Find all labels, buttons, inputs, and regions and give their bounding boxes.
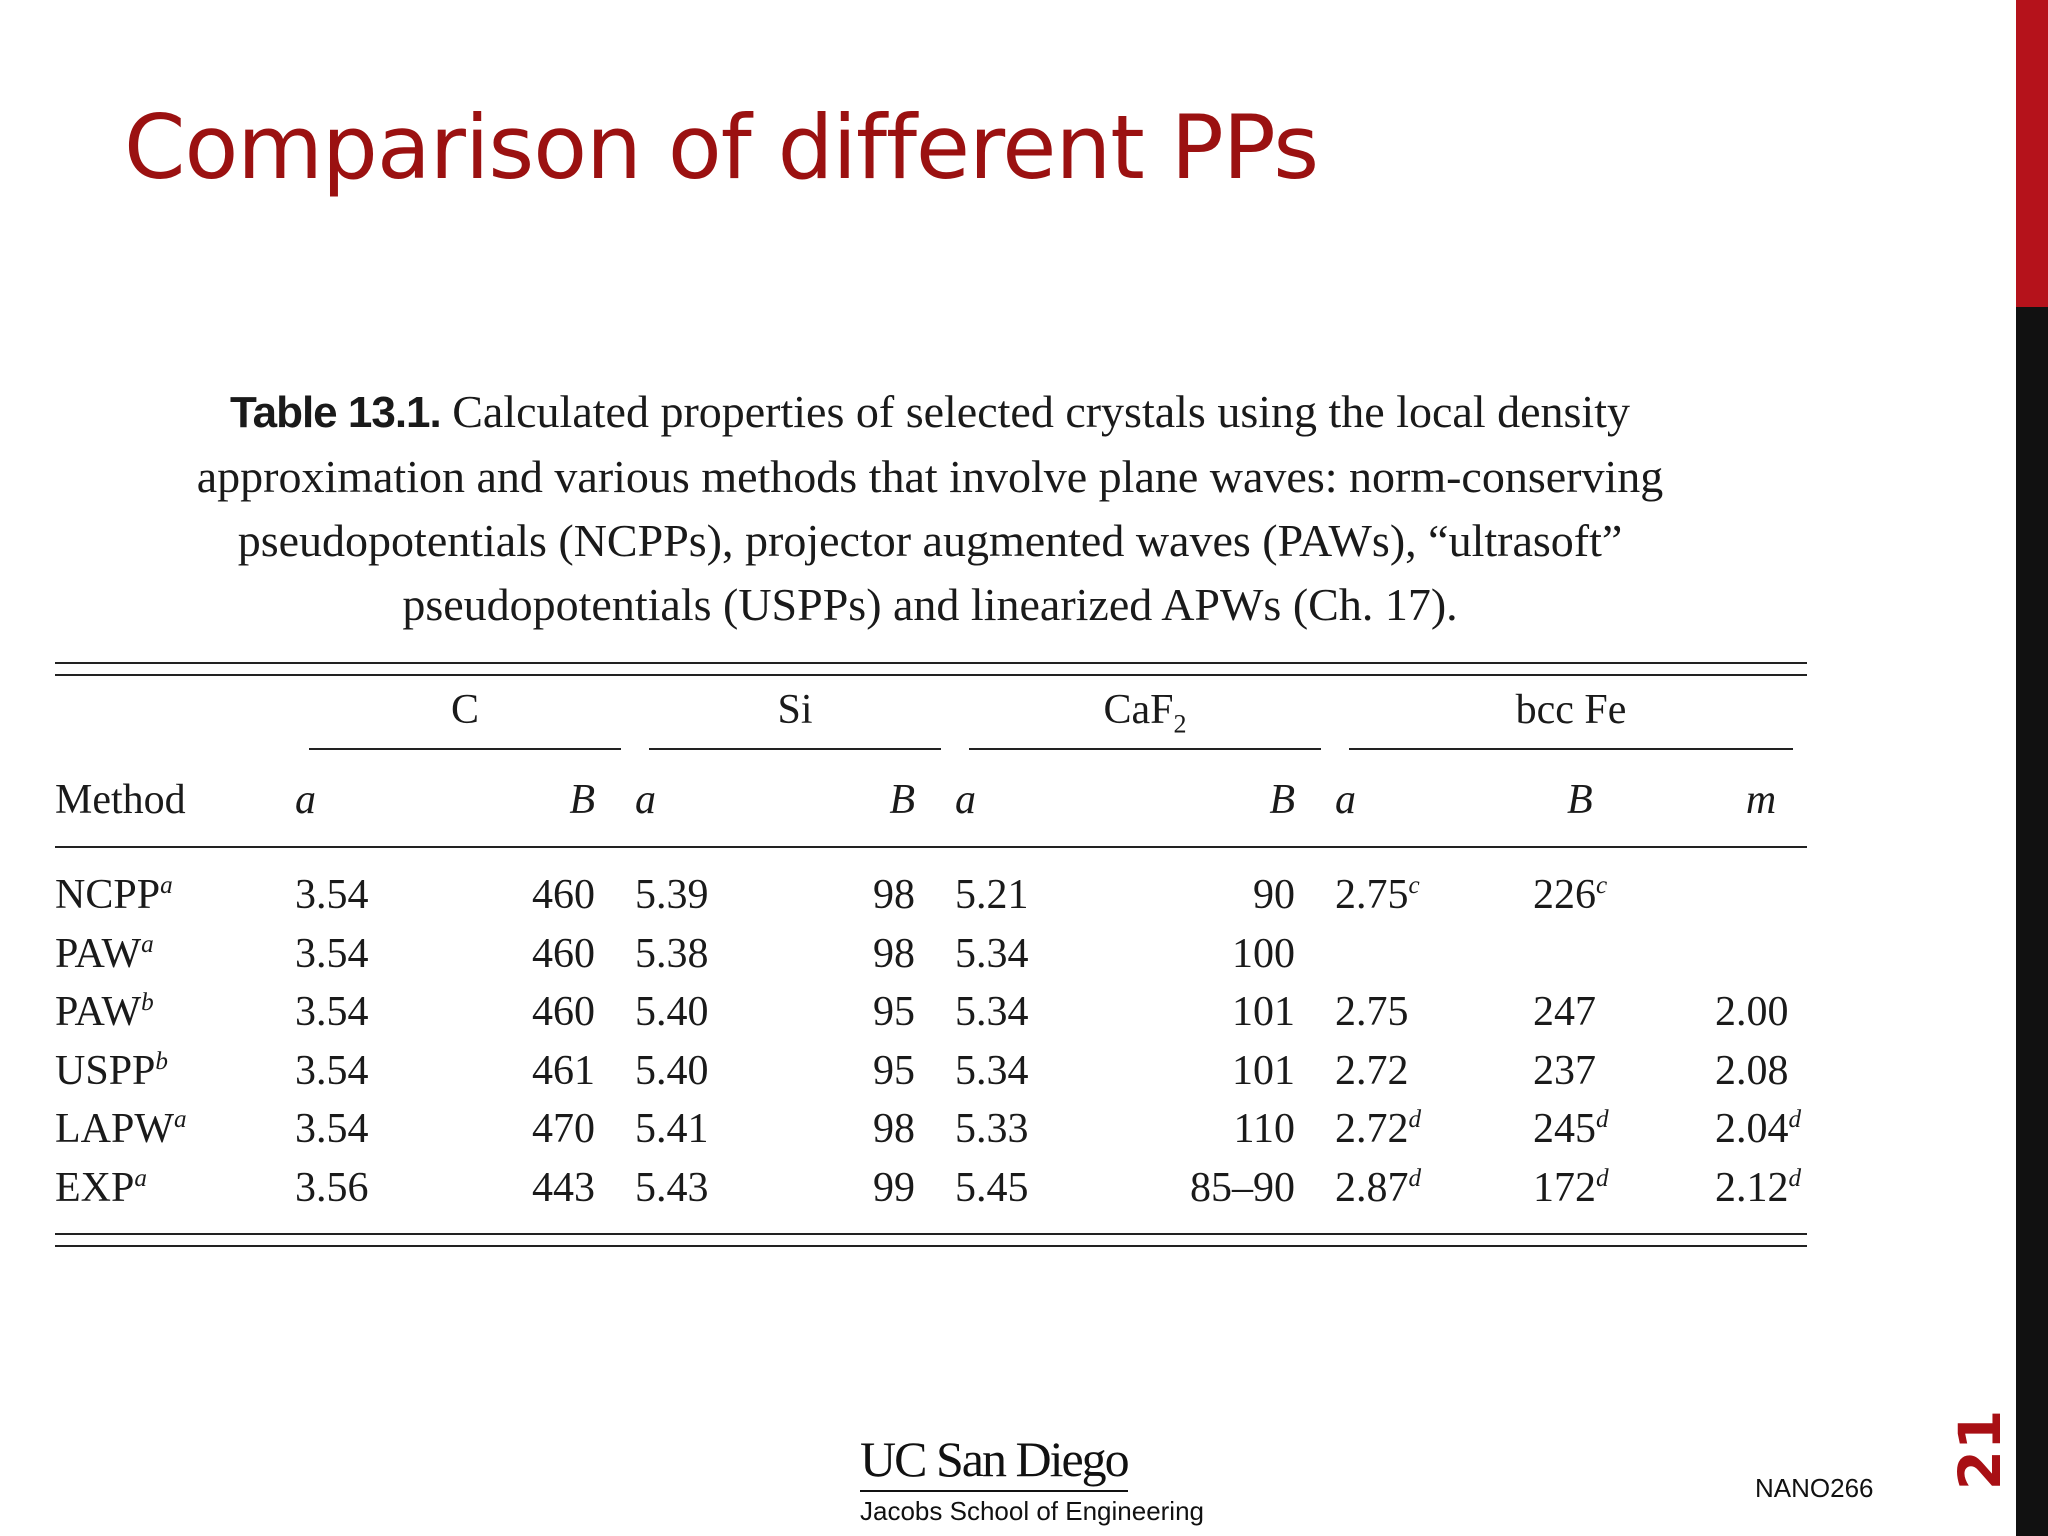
column-header-caf2-b: B xyxy=(1269,777,1295,823)
cell-method xyxy=(55,848,295,925)
cell-value: 3.56 xyxy=(295,1164,369,1211)
cell-value: 85–90 xyxy=(1190,1164,1295,1211)
ucsd-logo-block xyxy=(860,1430,1204,1527)
cell-value: 247 xyxy=(1533,989,1596,1036)
table-body xyxy=(55,848,1807,1233)
cell-c-b xyxy=(435,1100,635,1159)
column-header-caf2-a: a xyxy=(955,777,976,823)
cell-method xyxy=(55,1159,295,1234)
cell-fe-b xyxy=(1525,848,1715,925)
cell-caf-a xyxy=(955,848,1115,925)
cell-value: 98 xyxy=(873,1106,915,1153)
cell-fe-a xyxy=(1335,1042,1525,1101)
cell-value: 3.54 xyxy=(295,930,369,977)
cell-value: 100 xyxy=(1232,930,1295,977)
cell-fe-m xyxy=(1715,983,1807,1042)
cell-caf-b xyxy=(1115,1042,1335,1101)
footnote-marker: b xyxy=(141,989,154,1017)
cell-value: 98 xyxy=(873,930,915,977)
cell-value: 110 xyxy=(1233,1106,1295,1153)
cell-value: 461 xyxy=(532,1047,595,1094)
cell-c-a xyxy=(295,1042,435,1101)
cell-value: 5.33 xyxy=(955,1106,1029,1153)
cell-value: 2.08 xyxy=(1715,1047,1789,1094)
cell-value: 5.40 xyxy=(635,989,709,1036)
cell-method xyxy=(55,1042,295,1101)
side-accent-bar xyxy=(2016,0,2048,307)
footnote-marker: d xyxy=(1596,1164,1609,1192)
cell-c-b xyxy=(435,983,635,1042)
table-row xyxy=(55,1042,1807,1101)
group-header-c: C xyxy=(450,687,479,733)
cell-fe-m xyxy=(1715,1159,1807,1234)
cell-value: 245 xyxy=(1533,1106,1596,1153)
table-top-rule xyxy=(55,662,1807,676)
cell-caf-b xyxy=(1115,1100,1335,1159)
cell-value: 5.34 xyxy=(955,989,1029,1036)
cell-c-b xyxy=(435,1042,635,1101)
cell-fe-m xyxy=(1715,848,1807,925)
footnote-marker: d xyxy=(1408,1106,1422,1134)
cell-fe-m xyxy=(1715,1042,1807,1101)
cell-si-a xyxy=(635,848,795,925)
cell-value: 95 xyxy=(873,1047,915,1094)
group-header-si: Si xyxy=(777,687,813,733)
cell-method xyxy=(55,1100,295,1159)
cell-value: 2.72 xyxy=(1335,1047,1409,1094)
cell-caf-b xyxy=(1115,848,1335,925)
caf2-label: CaF xyxy=(1103,687,1174,733)
column-header-fe-a: a xyxy=(1335,777,1356,823)
group-header-bcc-fe: bcc Fe xyxy=(1515,687,1627,733)
cell-value: 2.87 xyxy=(1335,1164,1409,1211)
cell-fe-a xyxy=(1335,848,1525,925)
column-header-si-a: a xyxy=(635,777,656,823)
cell-si-a xyxy=(635,1100,795,1159)
cell-caf-b xyxy=(1115,1159,1335,1234)
group-underlines xyxy=(55,744,1807,754)
footnote-marker: a xyxy=(174,1106,187,1134)
caf2-subscript: 2 xyxy=(1173,709,1187,739)
table-caption-text: Calculated properties of selected crystals using the local density approximation and various methods that involve plane waves: norm-conserving pseudopotentials (NCPPs), projector augmented waves (PAWs), “ultrasoft” pseudopotentials (USPPs) and linearized APWs (Ch. 17). xyxy=(196,386,1664,630)
cell-si-b xyxy=(795,1042,955,1101)
cell-value: 237 xyxy=(1533,1047,1596,1094)
cell-value: 460 xyxy=(532,930,595,977)
cell-value: 99 xyxy=(873,1164,915,1211)
cell-value: 3.54 xyxy=(295,1106,369,1153)
cell-caf-b xyxy=(1115,983,1335,1042)
cell-value: PAW xyxy=(55,989,142,1036)
cell-value: 101 xyxy=(1232,989,1295,1036)
cell-caf-a xyxy=(955,1042,1115,1101)
table-row xyxy=(55,983,1807,1042)
cell-c-a xyxy=(295,983,435,1042)
cell-value: 5.34 xyxy=(955,930,1029,977)
table-label: Table 13.1. xyxy=(230,388,441,437)
cell-value: 443 xyxy=(532,1164,595,1211)
cell-value: PAW xyxy=(55,930,142,977)
cell-fe-a xyxy=(1335,983,1525,1042)
column-header-method: Method xyxy=(55,777,186,823)
cell-fe-a xyxy=(1335,1100,1525,1159)
cell-si-b xyxy=(795,983,955,1042)
cell-value: 98 xyxy=(873,872,915,919)
cell-caf-a xyxy=(955,1100,1115,1159)
cell-value: 2.75 xyxy=(1335,989,1409,1036)
cell-value: LAPW xyxy=(55,1106,174,1153)
table-caption xyxy=(150,380,1710,637)
cell-value: 5.38 xyxy=(635,930,709,977)
cell-value: 2.72 xyxy=(1335,1106,1409,1153)
cell-caf-a xyxy=(955,925,1115,984)
cell-fe-b xyxy=(1525,925,1715,984)
cell-fe-b xyxy=(1525,1159,1715,1234)
cell-si-a xyxy=(635,925,795,984)
course-code: NANO266 xyxy=(1755,1473,1874,1503)
slide-title: Comparison of different PPs xyxy=(124,96,1319,199)
cell-si-b xyxy=(795,1100,955,1159)
footnote-marker: c xyxy=(1408,872,1420,900)
cell-value: NCPP xyxy=(55,872,161,919)
column-header-c-b: B xyxy=(569,777,595,823)
column-header-fe-b: B xyxy=(1567,777,1593,823)
cell-value: USPP xyxy=(55,1047,156,1094)
cell-value: 5.40 xyxy=(635,1047,709,1094)
cell-fe-m xyxy=(1715,925,1807,984)
cell-c-a xyxy=(295,1159,435,1234)
cell-value: 5.39 xyxy=(635,872,709,919)
cell-value: 470 xyxy=(532,1106,595,1153)
cell-si-b xyxy=(795,925,955,984)
cell-method xyxy=(55,925,295,984)
table-row xyxy=(55,848,1807,925)
column-header-c-a: a xyxy=(295,777,316,823)
cell-caf-b xyxy=(1115,925,1335,984)
cell-fe-m xyxy=(1715,1100,1807,1159)
cell-c-b xyxy=(435,925,635,984)
ucsd-logo: UC San Diego xyxy=(860,1430,1128,1492)
cell-caf-a xyxy=(955,983,1115,1042)
cell-value: EXP xyxy=(55,1164,135,1211)
cell-caf-a xyxy=(955,1159,1115,1234)
footnote-marker: a xyxy=(141,930,154,958)
footnote-marker: c xyxy=(1596,872,1608,900)
cell-si-b xyxy=(795,848,955,925)
cell-value: 226 xyxy=(1533,872,1596,919)
cell-fe-b xyxy=(1525,1042,1715,1101)
table-row xyxy=(55,1100,1807,1159)
cell-c-a xyxy=(295,848,435,925)
cell-value: 90 xyxy=(1253,872,1295,919)
cell-c-a xyxy=(295,925,435,984)
cell-fe-a xyxy=(1335,1159,1525,1234)
cell-value: 2.00 xyxy=(1715,989,1789,1036)
cell-value: 5.41 xyxy=(635,1106,709,1153)
cell-value: 5.45 xyxy=(955,1164,1029,1211)
cell-si-a xyxy=(635,983,795,1042)
cell-value: 5.21 xyxy=(955,872,1029,919)
footnote-marker: a xyxy=(134,1164,147,1192)
cell-si-a xyxy=(635,1159,795,1234)
cell-value: 172 xyxy=(1533,1164,1596,1211)
cell-value: 3.54 xyxy=(295,989,369,1036)
footnote-marker: b xyxy=(155,1047,168,1075)
cell-value: 3.54 xyxy=(295,1047,369,1094)
side-dark-bar xyxy=(2016,307,2048,1536)
school-name: Jacobs School of Engineering xyxy=(860,1496,1205,1526)
cell-c-b xyxy=(435,848,635,925)
footnote-marker: d xyxy=(1596,1106,1609,1134)
cell-fe-b xyxy=(1525,983,1715,1042)
cell-value: 460 xyxy=(532,872,595,919)
column-header-si-b: B xyxy=(889,777,915,823)
table-row xyxy=(55,925,1807,984)
cell-value: 101 xyxy=(1232,1047,1295,1094)
cell-value: 2.12 xyxy=(1715,1164,1789,1211)
properties-table xyxy=(55,662,1807,1247)
column-header-fe-m: m xyxy=(1745,777,1777,823)
cell-fe-a xyxy=(1335,925,1525,984)
table-bottom-rule xyxy=(55,1233,1807,1247)
cell-c-b xyxy=(435,1159,635,1234)
cell-value: 95 xyxy=(873,989,915,1036)
footnote-marker: d xyxy=(1408,1164,1422,1192)
group-header-empty xyxy=(55,676,295,744)
cell-value: 5.34 xyxy=(955,1047,1029,1094)
cell-value: 2.75 xyxy=(1335,872,1409,919)
cell-si-a xyxy=(635,1042,795,1101)
cell-value: 460 xyxy=(532,989,595,1036)
footnote-marker: d xyxy=(1788,1106,1802,1134)
cell-si-b xyxy=(795,1159,955,1234)
cell-value: 2.04 xyxy=(1715,1106,1789,1153)
cell-value: 3.54 xyxy=(295,872,369,919)
slide-number: 21 xyxy=(1946,1409,2014,1491)
cell-fe-b xyxy=(1525,1100,1715,1159)
footnote-marker: a xyxy=(160,872,173,900)
footnote-marker: d xyxy=(1788,1164,1802,1192)
cell-c-a xyxy=(295,1100,435,1159)
table-row xyxy=(55,1159,1807,1234)
cell-method xyxy=(55,983,295,1042)
group-header-caf2 xyxy=(955,676,1335,744)
cell-value: 5.43 xyxy=(635,1164,709,1211)
